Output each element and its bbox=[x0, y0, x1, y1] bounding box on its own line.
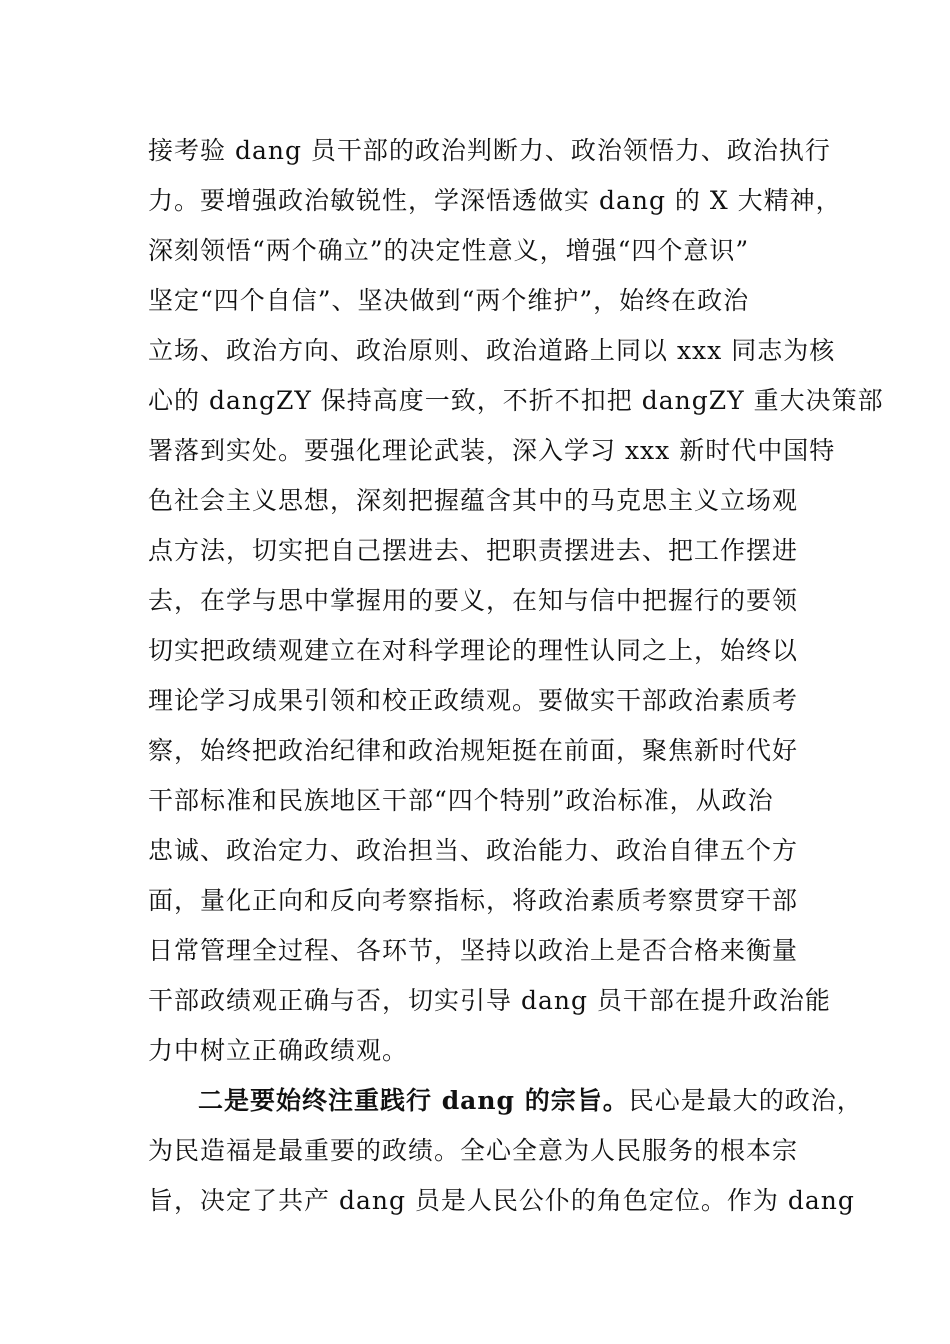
paragraph-line: 忠诚、政治定力、政治担当、政治能力、政治自律五个方 bbox=[148, 836, 799, 865]
paragraph-line: 力中树立正确政绩观。 bbox=[148, 1036, 409, 1065]
paragraph-line: 为民造福是最重要的政绩。全心全意为人民服务的根本宗 bbox=[148, 1136, 799, 1165]
paragraph-line: 深刻领悟“两个确立”的决定性意义，增强“四个意识” bbox=[148, 236, 750, 265]
paragraph-line: 切实把政绩观建立在对科学理论的理性认同之上，始终以 bbox=[148, 636, 799, 665]
paragraph-first-line bbox=[148, 1076, 863, 1126]
paragraph-line: 力。要增强政治敏锐性，学深悟透做实 dang 的 X 大精神， bbox=[148, 186, 842, 215]
paragraph-line: 署落到实处。要强化理论武装，深入学习 xxx 新时代中国特 bbox=[148, 436, 836, 465]
paragraph-line: 立场、政治方向、政治原则、政治道路上同以 xxx 同志为核 bbox=[148, 336, 836, 365]
paragraph-line: 察，始终把政治纪律和政治规矩挺在前面，聚焦新时代好 bbox=[148, 736, 799, 765]
paragraph-heading: 二是要始终注重践行 dang 的宗旨。 bbox=[198, 1086, 629, 1115]
paragraph-line: 日常管理全过程、各环节，坚持以政治上是否合格来衡量 bbox=[148, 936, 799, 965]
paragraph-line: 色社会主义思想，深刻把握蕴含其中的马克思主义立场观 bbox=[148, 486, 799, 515]
paragraph-line: 理论学习成果引领和校正政绩观。要做实干部政治素质考 bbox=[148, 686, 799, 715]
paragraph-line: 点方法，切实把自己摆进去、把职责摆进去、把工作摆进 bbox=[148, 536, 799, 565]
paragraph-line: 接考验 dang 员干部的政治判断力、政治领悟力、政治执行 bbox=[148, 136, 831, 165]
paragraph-line: 去，在学与思中掌握用的要义，在知与信中把握行的要领 bbox=[148, 586, 799, 615]
paragraph-line: 干部政绩观正确与否，切实引导 dang 员干部在提升政治能 bbox=[148, 986, 831, 1015]
paragraph-line: 面，量化正向和反向考察指标，将政治素质考察贯穿干部 bbox=[148, 886, 799, 915]
paragraph-heading-continuation: 民心是最大的政治， bbox=[628, 1086, 863, 1115]
paragraph-line: 心的 dangZY 保持高度一致，不折不扣把 dangZY 重大决策部 bbox=[148, 386, 884, 415]
paragraph-line: 干部标准和民族地区干部“四个特别”政治标准，从政治 bbox=[148, 786, 774, 815]
paragraph-line: 旨，决定了共产 dang 员是人民公仆的角色定位。作为 dang bbox=[148, 1186, 855, 1215]
paragraph-line: 坚定“四个自信”、坚决做到“两个维护”，始终在政治 bbox=[148, 286, 750, 315]
document-body bbox=[148, 126, 884, 1226]
